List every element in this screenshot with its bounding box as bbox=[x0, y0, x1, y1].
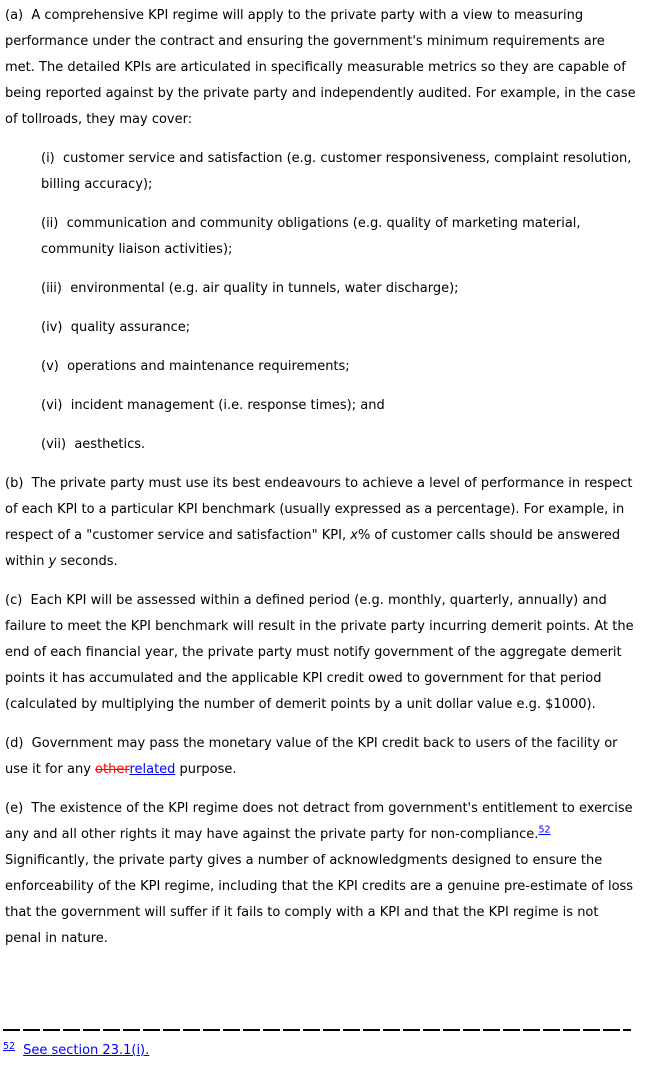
text-segment-normal: (ii) communication and community obligations (e.g. quality of marketing material, community liaison activities); bbox=[41, 216, 585, 257]
list-item-vi bbox=[41, 393, 638, 419]
footnote-area bbox=[3, 1029, 631, 1060]
text-segment-normal: (i) customer service and satisfaction (e.g. customer responsiveness, complaint resolution, billing accuracy); bbox=[41, 151, 636, 192]
list-item-iii bbox=[41, 276, 638, 302]
text-segment-normal: (a) A comprehensive KPI regime will apply to the private party with a view to measuring performance under the contract and ensuring the government's minimum requirements are met. The detailed KPIs are articulated in specifically measurable metrics so they are capable of being reported against by the private party and independently audited. For example, in the case of tollroads, they may cover: bbox=[5, 8, 640, 127]
text-segment-normal: seconds. bbox=[56, 554, 118, 569]
para-c bbox=[5, 588, 638, 718]
text-segment-normal: purpose. bbox=[175, 762, 237, 777]
text-segment-normal: % of customer calls should be answered within bbox=[5, 528, 625, 569]
list-item-vii bbox=[41, 432, 638, 458]
para-a bbox=[5, 3, 638, 133]
text-segment-normal: Significantly, the private party gives a number of acknowledgments designed to ensure the enforceability of the KPI regime, including that the KPI credits are a genuine pre-estimate of loss that the government will suffer if it fails to comply with a KPI and that the KPI regime is not penal in nature. bbox=[5, 827, 638, 946]
text-segment-normal: (v) operations and maintenance requirements; bbox=[41, 359, 350, 374]
footnote-link[interactable]: See section 23.1(i). bbox=[23, 1043, 150, 1058]
list-item-v bbox=[41, 354, 638, 380]
list-item-ii bbox=[41, 211, 638, 263]
para-e bbox=[5, 796, 638, 952]
text-segment-normal: (d) Government may pass the monetary value of the KPI credit back to users of the facility or use it for any bbox=[5, 736, 622, 777]
footnote bbox=[3, 1038, 631, 1060]
text-segment-inserted: related bbox=[129, 762, 176, 777]
text-segment-normal: (iv) quality assurance; bbox=[41, 320, 191, 335]
text-segment-normal: (b) The private party must use its best endeavours to achieve a level of performance in respect of each KPI to a particular KPI benchmark (usually expressed as a percentage). For example, in respect of a "customer service and satisfaction" KPI, bbox=[5, 476, 637, 543]
text-segment-normal: (e) The existence of the KPI regime does not detract from government's entitlement to exercise any and all other rights it may have against the private party for non-compliance. bbox=[5, 801, 637, 842]
footnote-separator-line bbox=[3, 1029, 631, 1031]
list-item-iv bbox=[41, 315, 638, 341]
text-segment-normal: (c) Each KPI will be assessed within a defined period (e.g. monthly, quarterly, annually) and failure to meet the KPI benchmark will result in the private party incurring demerit points. At the end of each financial year, the private party must notify government of the aggregate demerit points it has accumulated and the applicable KPI credit owed to government for that period (calculated by multiplying the number of demerit points by a unit dollar value e.g. $1000). bbox=[5, 593, 638, 712]
text-segment-italic: x bbox=[350, 528, 358, 543]
text-segment-deleted: other bbox=[95, 762, 130, 777]
para-d bbox=[5, 731, 638, 783]
list-item-i bbox=[41, 146, 638, 198]
document-body bbox=[5, 3, 638, 965]
footnote-number[interactable]: 52 bbox=[3, 1040, 16, 1052]
text-segment-normal: (iii) environmental (e.g. air quality in tunnels, water discharge); bbox=[41, 281, 459, 296]
text-segment-normal: (vi) incident management (i.e. response times); and bbox=[41, 398, 385, 413]
text-segment-normal: (vii) aesthetics. bbox=[41, 437, 146, 452]
text-segment-italic: y bbox=[48, 554, 57, 569]
para-b bbox=[5, 471, 638, 575]
footnote-reference-link[interactable]: 52 bbox=[538, 824, 551, 836]
